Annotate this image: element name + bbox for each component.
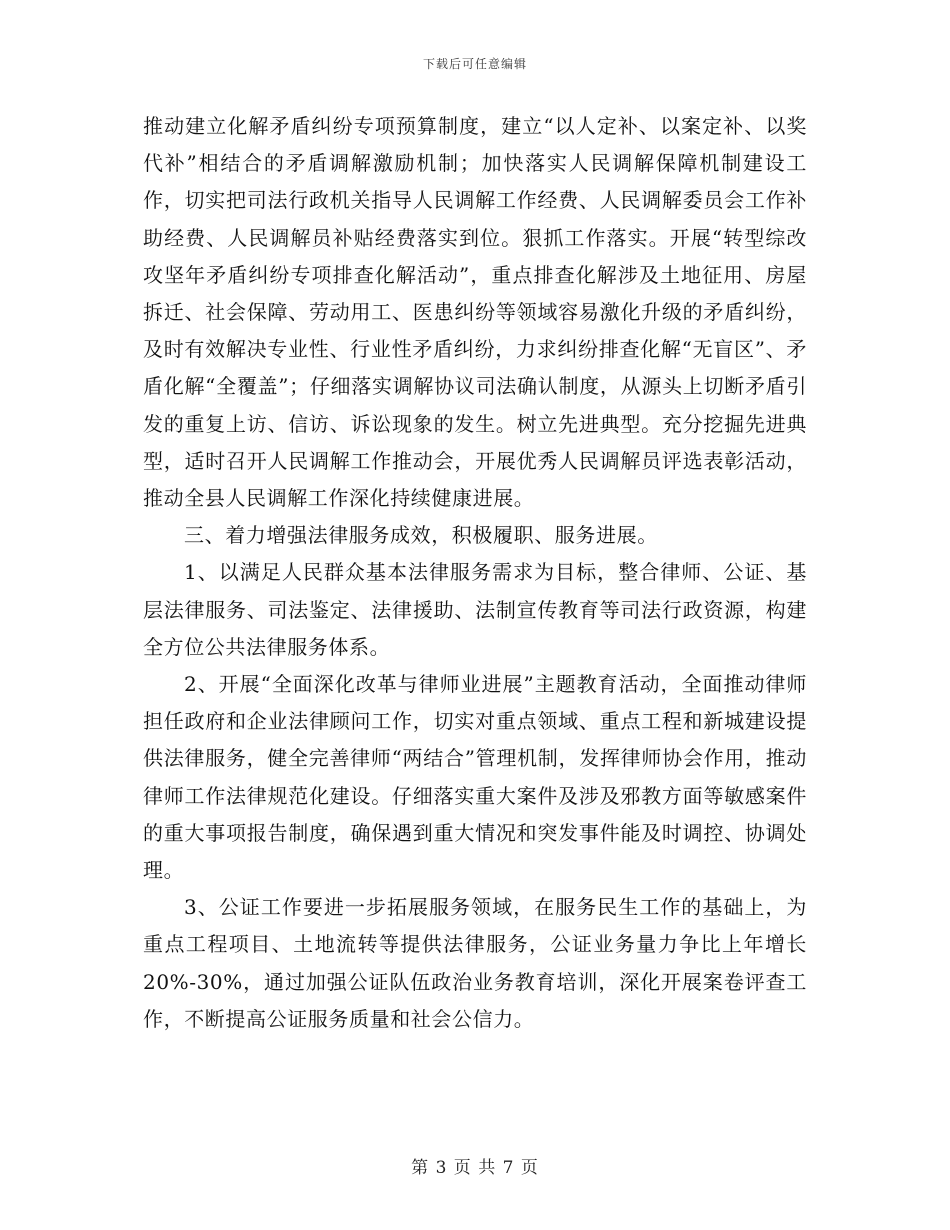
paragraph-item-3: 3、公证工作要进一步拓展服务领域，在服务民生工作的基础上，为重点工程项目、土地流转等提供法律服务，公证业务量力争比上年增长20%-30%，通过加强公证队伍政治业务教育培训，深化开展案卷评查工作，不断提高公证服务质量和社会公信力。 <box>143 895 807 1031</box>
page-number-footer <box>0 1153 950 1178</box>
section-heading-legal-services: 三、着力增强法律服务成效，积极履职、服务进展。 <box>184 523 658 548</box>
paragraph-item-1: 1、以满足人民群众基本法律服务需求为目标，整合律师、公证、基层法律服务、司法鉴定、法律援助、法制宣传教育等司法行政资源，构建全方位公共法律服务体系。 <box>143 560 807 659</box>
page-number-label: 第 3 页 共 7 页 <box>411 1158 539 1178</box>
body-text <box>143 108 807 1038</box>
paragraph-item-2: 2、开展“全面深化改革与律师业进展”主题教育活动，全面推动律师担任政府和企业法律顾问工作，切实对重点领域、重点工程和新城建设提供法律服务，健全完善律师“两结合”管理机制，发挥律师协会作用，推动律师工作法律规范化建设。仔细落实重大案件及涉及邪教方面等敏感案件的重大事项报告制度，确保遇到重大情况和突发事件能及时调控、协调处理。 <box>143 672 807 883</box>
header-note: 下载后可任意编辑 <box>422 57 527 71</box>
paragraph-mediation: 推动建立化解矛盾纠纷专项预算制度，建立“以人定补、以案定补、以奖代补”相结合的矛盾调解激励机制；加快落实人民调解保障机制建设工作，切实把司法行政机关指导人民调解工作经费、人民调解委员会工作补助经费、人民调解员补贴经费落实到位。狠抓工作落实。开展“转型综改攻坚年矛盾纠纷专项排查化解活动”，重点排查化解涉及土地征用、房屋拆迁、社会保障、劳动用工、医患纠纷等领域容易激化升级的矛盾纠纷，及时有效解决专业性、行业性矛盾纠纷，力求纠纷排查化解“无盲区”、矛盾化解“全覆盖”；仔细落实调解协议司法确认制度，从源头上切断矛盾引发的重复上访、信访、诉讼现象的发生。树立先进典型。充分挖掘先进典型，适时召开人民调解工作推动会，开展优秀人民调解员评选表彰活动，推动全县人民调解工作深化持续健康进展。 <box>143 114 807 511</box>
